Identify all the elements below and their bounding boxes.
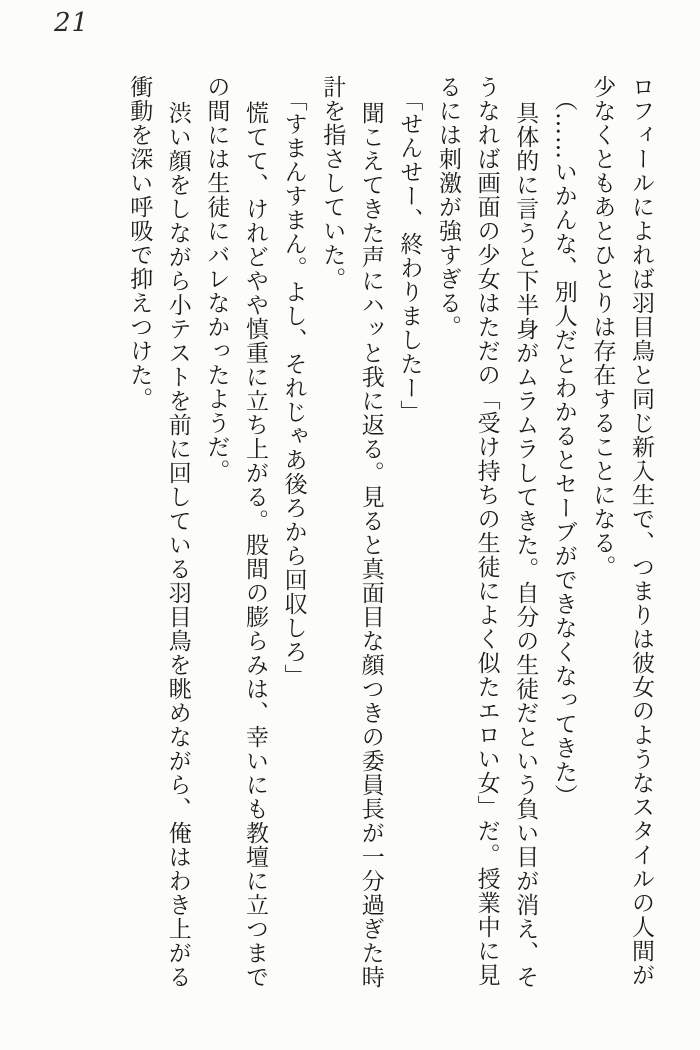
- text-column: の間には生徒にバレなかったようだ。: [203, 75, 230, 483]
- text-column: るには刺激が強すぎる。: [435, 75, 461, 339]
- text-column: 慌てて、けれどやや慎重に立ち上がる。股間の膨らみは、幸いにも教壇に立つまで: [242, 101, 268, 989]
- text-column: 聞こえてきた声にハッと我に返る。見ると真面目な顔つきの委員長が一分過ぎた時: [357, 101, 384, 989]
- text-column: ロフィールによれば羽目鳥と同じ新入生で、つまりは彼女のようなスタイルの人間が: [628, 75, 654, 987]
- page-number: 21: [54, 8, 90, 38]
- text-column: うなれば画面の少女はただの「受け持ちの生徒によく似たエロい女」だ。授業中に見: [473, 75, 500, 987]
- text-column: （……いかんな、別人だとわかるとセーブができなくなってきた）: [550, 88, 577, 808]
- text-column: 計を指さしていた。: [319, 75, 346, 291]
- text-column: 少なくともあとひとりは存在することになる。: [589, 75, 616, 579]
- text-column: 「せんせー、終わりましたー」: [396, 88, 423, 424]
- text-column: 「すまんすまん。よし、それじゃあ後ろから回収しろ」: [280, 88, 307, 688]
- text-column: 衝動を深い呼吸で抑えつけた。: [126, 75, 153, 411]
- text-column: 渋い顔をしながら小テストを前に回している羽目鳥を眺めながら、俺はわき上がる: [164, 101, 191, 989]
- text-column: 具体的に言うと下半身がムラムラしてきた。自分の生徒だという負い目が消え、そ: [512, 101, 539, 989]
